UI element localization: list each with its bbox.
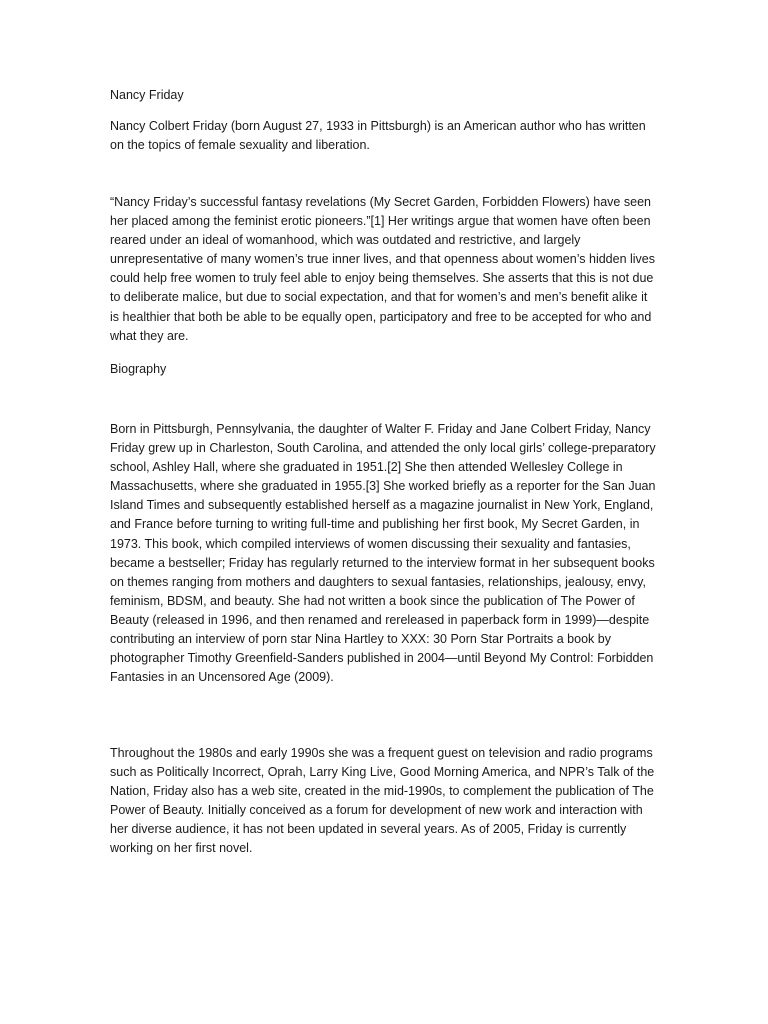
- quote-paragraph: “Nancy Friday’s successful fantasy revelations (My Secret Garden, Forbidden Flowers) have seen her placed among the feminist erotic pioneers.”[1] Her writings argue that women have often been reared under an ideal of womanhood, which was outdated and restrictive, and largely unrepresentative of many women’s true inner lives, and that openness about women’s hidden lives could help free women to truly feel able to enjoy being themselves. She asserts that this is not due to deliberate malice, but due to social expectation, and that for women’s and men’s benefit alike it is healthier that both be able to be equally open, participatory and free to be accepted for who and what they are.: [110, 195, 656, 343]
- document-title: Nancy Friday: [110, 88, 184, 102]
- biography-heading: Biography: [110, 362, 167, 376]
- intro-paragraph: Nancy Colbert Friday (born August 27, 1933 in Pittsburgh) is an American author who has written on the topics of female sexuality and liberation.: [110, 119, 646, 153]
- biography-paragraph-1: Born in Pittsburgh, Pennsylvania, the daughter of Walter F. Friday and Jane Colbert Friday, Nancy Friday grew up in Charleston, South Carolina, and attended the only local girls’ college-preparatory school, Ashley Hall, where she graduated in 1951.[2] She then attended Wellesley College in Massachusetts, where she graduated in 1955.[3] She worked briefly as a reporter for the San Juan Island Times and subsequently established herself as a magazine journalist in New York, England, and France before turning to writing full-time and publishing her first book, My Secret Garden, in 1973. This book, which compiled interviews of women discussing their sexuality and fantasies, became a bestseller; Friday has regularly returned to the interview format in her subsequent books on themes ranging from mothers and daughters to sexual fantasies, relationships, jealousy, envy, feminism, BDSM, and beauty. She had not written a book since the publication of The Power of Beauty (released in 1996, and then renamed and rereleased in paperback form in 1999)—despite contributing an interview of porn star Nina Hartley to XXX: 30 Porn Star Portraits a book by photographer Timothy Greenfield-Sanders published in 2004—until Beyond My Control: Forbidden Fantasies in an Uncensored Age (2009).: [110, 422, 656, 685]
- biography-paragraph-2: Throughout the 1980s and early 1990s she was a frequent guest on television and radio programs such as Politically Incorrect, Oprah, Larry King Live, Good Morning America, and NPR’s Talk of the Nation, Friday also has a web site, created in the mid-1990s, to complement the publication of The Power of Beauty. Initially conceived as a forum for development of new work and interaction with her diverse audience, it has not been updated in several years. As of 2005, Friday is currently working on her first novel.: [110, 746, 655, 856]
